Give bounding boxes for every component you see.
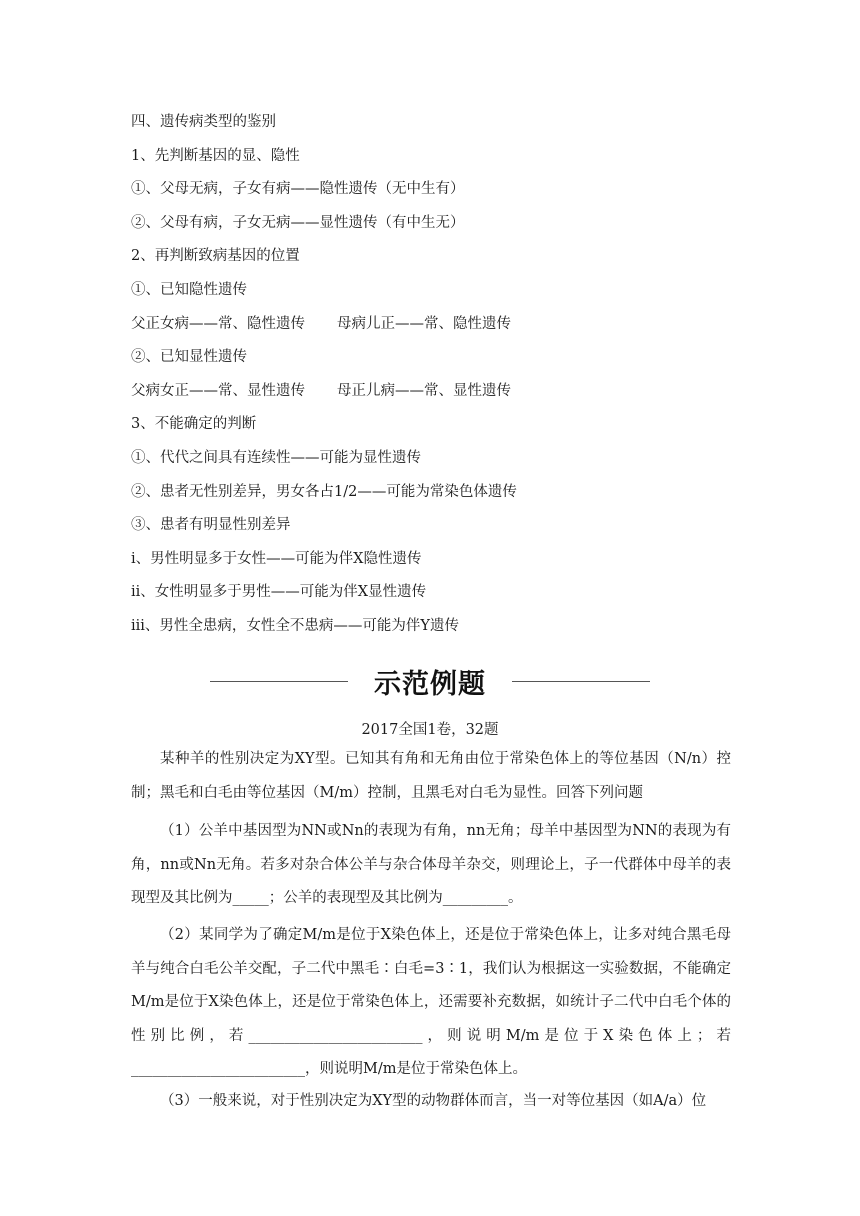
heading-title: 示范例题 xyxy=(374,668,486,700)
question-part-2: （2）某同学为了确定M/m是位于X染色体上，还是位于常染色体上，让多对纯合黑毛母羊与纯合白毛公羊交配，子二代中黑毛∶白毛=3∶1，我们认为根据这一实验数据，不能确定M/m是位于X染色体上，还是位于常染色体上，还需要补充数据，如统计子二代中白毛个体的性别比例，若________________________，则说明M/m是位于X染色体上；若________________________，则说明M/m是位于常染色体上。 xyxy=(131,927,731,1077)
note-right: 母病儿正——常、隐性遗传 xyxy=(337,315,511,332)
notes-section xyxy=(131,110,741,648)
note-line: ①、父母无病，子女有病——隐性遗传（无中生有） xyxy=(131,181,465,198)
note-line: i、男性明显多于女性——可能为伴X隐性遗传 xyxy=(131,550,422,567)
note-line: 3、不能确定的判断 xyxy=(131,416,257,433)
example-heading xyxy=(0,658,860,704)
note-line: ②、患者无性别差异，男女各占1/2——可能为常染色体遗传 xyxy=(131,483,517,500)
note-line-pair xyxy=(131,312,741,346)
note-left: 父正女病——常、隐性遗传 xyxy=(131,315,305,332)
note-line: ②、已知显性遗传 xyxy=(131,349,247,366)
note-line: 2、再判断致病基因的位置 xyxy=(131,248,300,265)
note-line: ③、患者有明显性别差异 xyxy=(131,517,291,534)
note-line: ①、代代之间具有连续性——可能为显性遗传 xyxy=(131,449,421,466)
note-line: ②、父母有病，子女无病——显性遗传（有中生无） xyxy=(131,214,465,231)
question-source: 2017全国1卷，32题 xyxy=(361,722,499,738)
divider-right xyxy=(512,681,650,682)
note-line: ii、女性明显多于男性——可能为伴X显性遗传 xyxy=(131,584,427,601)
note-line: iii、男性全患病，女性全不患病——可能为伴Y遗传 xyxy=(131,617,459,634)
question-part-1: （1）公羊中基因型为NN或Nn的表现为有角，nn无角；母羊中基因型为NN的表现为有角，nn或Nn无角。若多对杂合体公羊与杂合体母羊杂交，则理论上，子一代群体中母羊的表现型及其比例为_____；公羊的表现型及其比例为_________。 xyxy=(131,823,731,906)
note-line: 1、先判断基因的显、隐性 xyxy=(131,147,300,164)
note-left: 父病女正——常、显性遗传 xyxy=(131,382,305,399)
section-title: 四、遗传病类型的鉴别 xyxy=(131,114,276,130)
question-stem: 某种羊的性别决定为XY型。已知其有角和无角由位于常染色体上的等位基因（N/n）控制；黑毛和白毛由等位基因（M/m）控制，且黑毛对白毛为显性。回答下列问题 xyxy=(131,751,731,801)
note-line-pair xyxy=(131,379,741,413)
question-part-3: （3）一般来说，对于性别决定为XY型的动物群体而言，当一对等位基因（如A/a）位 xyxy=(160,1093,707,1109)
divider-left xyxy=(210,681,348,682)
note-right: 母正儿病——常、显性遗传 xyxy=(337,382,511,399)
note-line: ①、已知隐性遗传 xyxy=(131,281,247,298)
